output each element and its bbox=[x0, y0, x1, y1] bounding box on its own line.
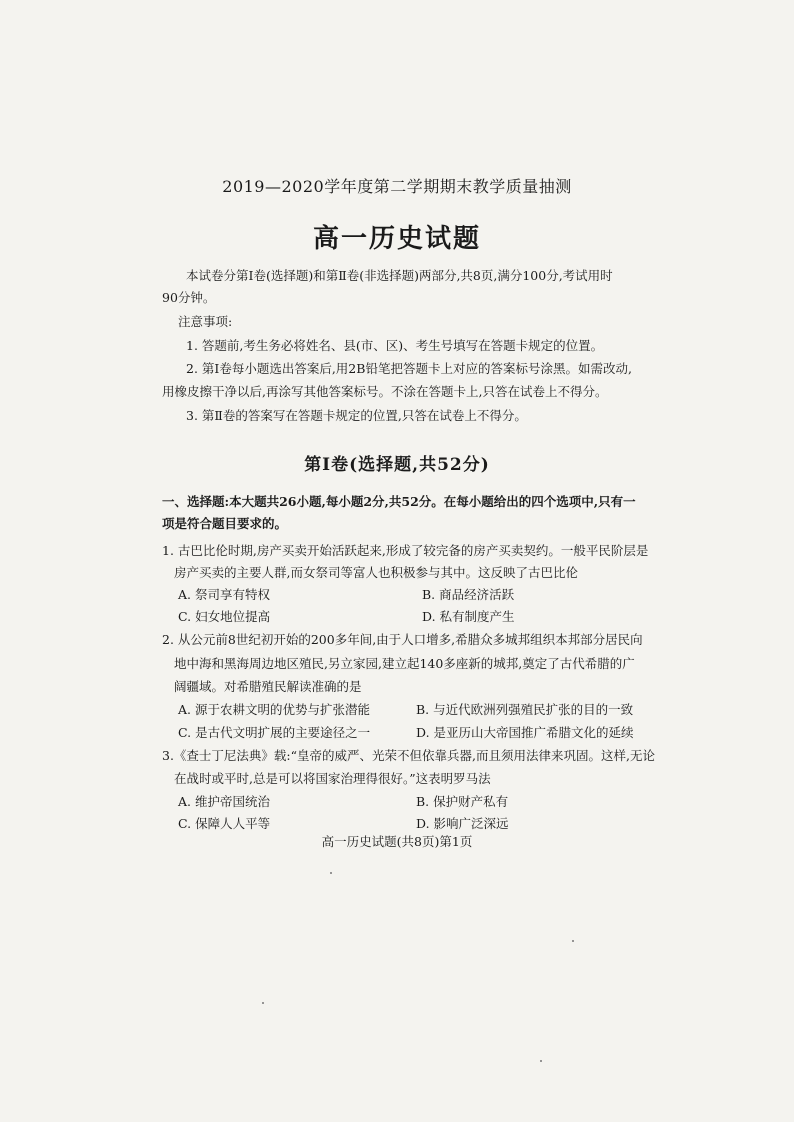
scan-speck bbox=[262, 1002, 264, 1004]
question-2-option-a: A. 源于农耕文明的优势与扩张潜能 bbox=[178, 702, 370, 717]
question-1-option-b: B. 商品经济活跃 bbox=[422, 587, 515, 602]
question-3-option-a: A. 维护帝国统治 bbox=[178, 794, 270, 809]
question-2-stem-2: 地中海和黑海周边地区殖民,另立家园,建立起140多座新的城邦,奠定了古代希腊的广 bbox=[174, 656, 635, 671]
intro-line-2: 90分钟。 bbox=[162, 290, 216, 305]
note-item-1: 1. 答题前,考生务必将姓名、县(市、区)、考生号填写在答题卡规定的位置。 bbox=[186, 338, 604, 353]
note-item-2-cont: 用橡皮擦干净以后,再涂写其他答案标号。不涂在答题卡上,只答在试卷上不得分。 bbox=[162, 384, 608, 399]
question-1-stem-1: 1. 古巴比伦时期,房产买卖开始活跃起来,形成了较完备的房产买卖契约。一般平民阶层是 bbox=[162, 543, 649, 558]
question-2-option-d: D. 是亚历山大帝国推广希腊文化的延续 bbox=[416, 725, 634, 740]
section-instructions-2: 项是符合题目要求的。 bbox=[162, 516, 288, 531]
question-1-option-d: D. 私有制度产生 bbox=[422, 609, 515, 624]
scan-speck bbox=[540, 1060, 542, 1062]
question-2-stem-1: 2. 从公元前8世纪初开始的200多年间,由于人口增多,希腊众多城邦组织本邦部分居民向 bbox=[162, 632, 643, 647]
section-1-title: 第Ⅰ卷(选择题,共52分) bbox=[304, 455, 490, 475]
scan-speck bbox=[330, 872, 332, 874]
question-2-stem-3: 阔疆域。对希腊殖民解读准确的是 bbox=[174, 679, 362, 694]
question-1-stem-2: 房产买卖的主要人群,而女祭司等富人也积极参与其中。这反映了古巴比伦 bbox=[174, 565, 578, 580]
question-2-option-b: B. 与近代欧洲列强殖民扩张的目的一致 bbox=[416, 702, 634, 717]
section-instructions-1: 一、选择题:本大题共26小题,每小题2分,共52分。在每小题给出的四个选项中,只有一 bbox=[162, 494, 636, 509]
school-year-header: 2019—2020学年度第二学期期末教学质量抽测 bbox=[222, 177, 572, 196]
note-item-2: 2. 第Ⅰ卷每小题选出答案后,用2B铅笔把答题卡上对应的答案标号涂黑。如需改动, bbox=[186, 361, 632, 376]
question-2-option-c: C. 是古代文明扩展的主要途径之一 bbox=[178, 725, 371, 740]
question-3-option-d: D. 影响广泛深远 bbox=[416, 816, 509, 831]
question-3-option-b: B. 保护财产私有 bbox=[416, 794, 509, 809]
question-1-option-a: A. 祭司享有特权 bbox=[178, 587, 270, 602]
exam-title: 高一历史试题 bbox=[312, 224, 481, 254]
question-3-stem-1: 3.《查士丁尼法典》载:“皇帝的威严、光荣不但依靠兵器,而且须用法律来巩固。这样,无论 bbox=[162, 748, 655, 763]
page-footer: 高一历史试题(共8页)第1页 bbox=[321, 834, 473, 849]
question-1-option-c: C. 妇女地位提高 bbox=[178, 609, 271, 624]
scan-speck bbox=[572, 940, 574, 942]
intro-line-1: 本试卷分第Ⅰ卷(选择题)和第Ⅱ卷(非选择题)两部分,共8页,满分100分,考试用时 bbox=[186, 268, 613, 283]
note-item-3: 3. 第Ⅱ卷的答案写在答题卡规定的位置,只答在试卷上不得分。 bbox=[186, 408, 527, 423]
question-3-option-c: C. 保障人人平等 bbox=[178, 816, 271, 831]
question-3-stem-2: 在战时或平时,总是可以将国家治理得很好。”这表明罗马法 bbox=[174, 771, 491, 786]
notes-heading: 注意事项: bbox=[178, 314, 233, 329]
